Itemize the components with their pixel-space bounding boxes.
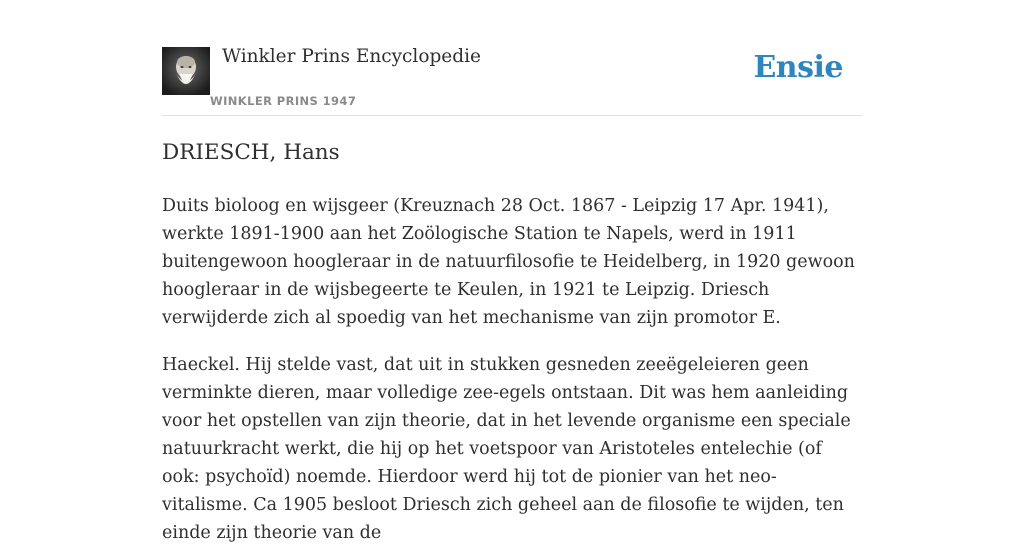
article-paragraph-2: Haeckel. Hij stelde vast, dat uit in stukken gesneden zeeëgeleieren geen verminkte dieren, maar volledige zee-egels ontstaan. Dit was hem aanleiding voor het opstellen van zijn theorie, dat in het levende organisme een speciale natuurkracht werkt, die hij op het voetspoor van Aristoteles entelechie (of ook: psychoïd) noemde. Hierdoor werd hij tot de pionier van het neo-vitalisme. Ca 1905 besloot Driesch zich geheel aan de filosofie te wijden, ten einde zijn theorie van de (162, 355, 851, 543)
source-subtitle: WINKLER PRINS 1947 (210, 94, 357, 108)
source-header (162, 0, 862, 116)
source-avatar[interactable] (162, 47, 210, 95)
article-paragraph-1: Duits bioloog en wijsgeer (Kreuznach 28 Oct. 1867 - Leipzig 17 Apr. 1941), werkte 1891-1900 aan het Zoölogische Station te Napels, werd in 1911 buitengewoon hoogleraar in de natuurfilosofie te Heidelberg, in 1920 gewoon hoogleraar in de wijsbegeerte te Keulen, in 1921 te Leipzig. Driesch verwijderde zich al spoedig van het mechanisme van zijn promotor E. (162, 196, 855, 328)
article-page (162, 0, 862, 543)
source-title[interactable]: Winkler Prins Encyclopedie (222, 46, 481, 67)
bearded-man-portrait-icon (162, 47, 210, 95)
article-title: DRIESCH, Hans (162, 140, 340, 165)
ensie-logo[interactable]: Ensie (753, 50, 843, 85)
